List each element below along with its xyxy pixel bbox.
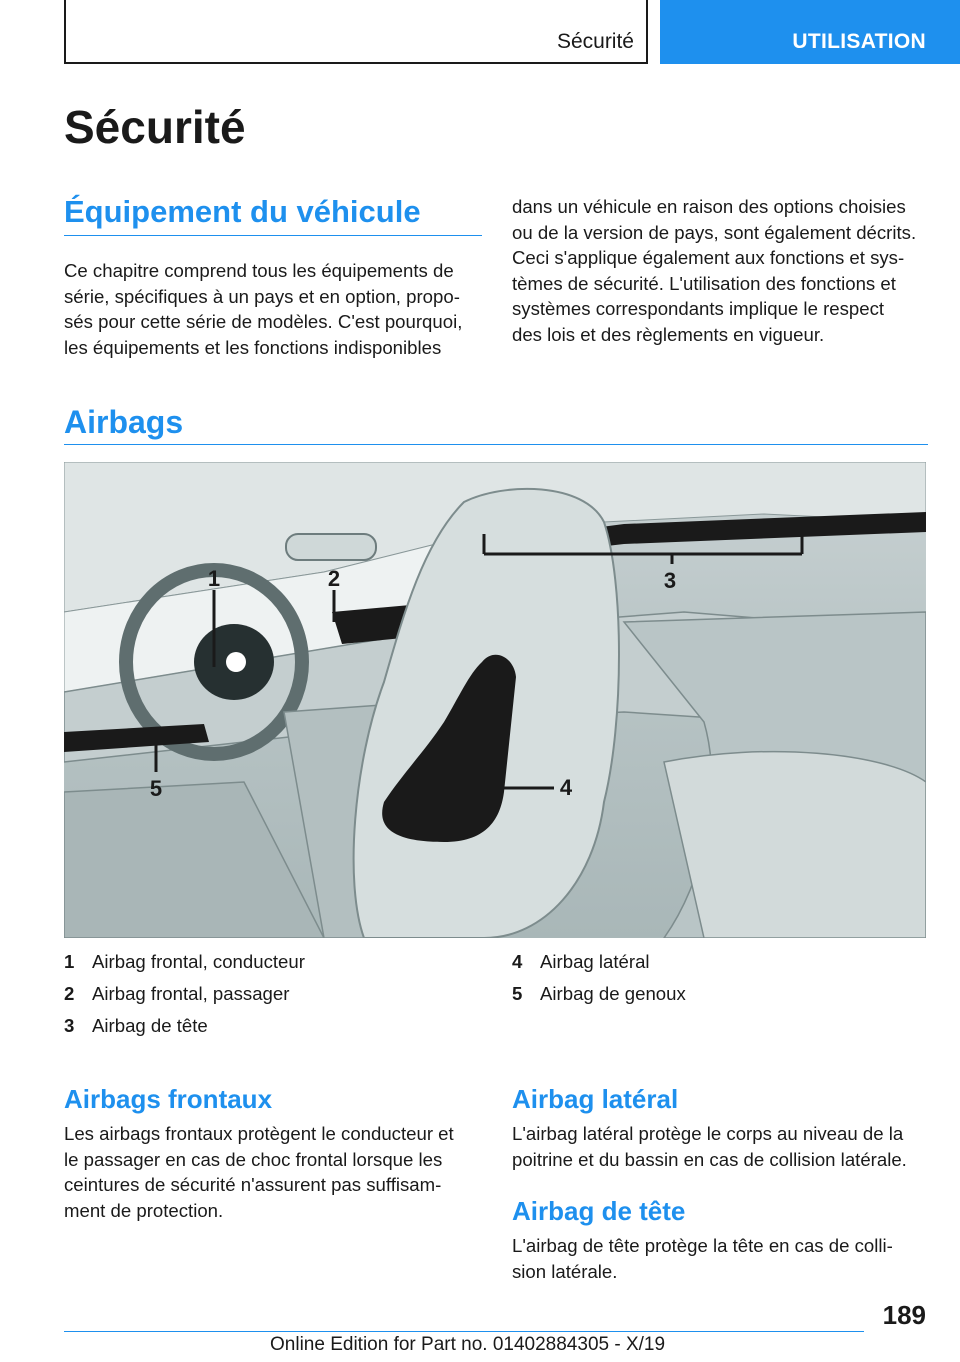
airbags-legend-right xyxy=(512,946,932,1010)
vehicle-equipment-left-column xyxy=(64,258,484,360)
legend-number: 1 xyxy=(64,951,75,972)
legend-label: Airbag frontal, conducteur xyxy=(92,951,305,972)
legend-number: 2 xyxy=(64,983,75,1004)
text-line: sés pour cette série de modèles. C'est pourquoi, xyxy=(64,311,463,332)
airbags-illustration-drawing xyxy=(64,462,926,938)
legend-item xyxy=(64,978,484,1010)
callout-3: 3 xyxy=(663,568,677,593)
text-line: ment de protection. xyxy=(64,1199,224,1221)
callout-5: 5 xyxy=(149,776,163,801)
head-airbag-text xyxy=(512,1233,932,1284)
legend-number: 4 xyxy=(512,951,523,972)
footer-edition-text: Online Edition for Part no. 01402884305 - X/19 xyxy=(270,1334,666,1355)
legend-number: 5 xyxy=(512,983,523,1004)
legend-label: Airbag de genoux xyxy=(540,983,686,1004)
side-airbag-text xyxy=(512,1121,932,1172)
callout-1: 1 xyxy=(207,566,221,591)
text-line: L'airbag latéral protège le corps au niveau de la xyxy=(512,1123,904,1144)
section-tab-label: Sécurité xyxy=(556,30,634,53)
page-title: Sécurité xyxy=(64,101,246,153)
airbags-rule xyxy=(64,444,928,445)
front-airbags-heading: Airbags frontaux xyxy=(64,1084,273,1114)
front-airbags-text xyxy=(64,1121,484,1223)
text-line: des lois et des règlements en vigueur. xyxy=(512,323,825,345)
text-line: L'airbag de tête protège la tête en cas de colli- xyxy=(512,1235,893,1256)
legend-item xyxy=(64,946,484,978)
text-line: Ce chapitre comprend tous les équipements de xyxy=(64,260,454,281)
text-line: le passager en cas de choc frontal lorsque les xyxy=(64,1148,443,1170)
text-line: dans un véhicule en raison des options choisies xyxy=(512,196,906,217)
chapter-tab xyxy=(660,0,960,64)
legend-label: Airbag frontal, passager xyxy=(92,983,290,1004)
legend-item xyxy=(512,978,932,1010)
airbags-illustration xyxy=(64,462,926,938)
legend-item xyxy=(512,946,932,978)
legend-label: Airbag de tête xyxy=(92,1015,208,1036)
section-tab xyxy=(64,0,648,64)
footer-rule xyxy=(64,1331,864,1332)
page-number: 189 xyxy=(882,1300,926,1330)
text-line: sion latérale. xyxy=(512,1260,618,1282)
text-line: ou de la version de pays, sont également décrits. xyxy=(512,221,917,243)
vehicle-equipment-heading: Équipement du véhicule xyxy=(64,194,421,229)
text-line: poitrine et du bassin en cas de collision latérale. xyxy=(512,1148,907,1170)
text-line: série, spécifiques à un pays et en option, propo- xyxy=(64,285,460,307)
text-line: tèmes de sécurité. L'utilisation des fonctions et xyxy=(512,272,896,294)
legend-number: 3 xyxy=(64,1015,75,1036)
airbags-heading: Airbags xyxy=(64,404,184,440)
side-airbag-heading: Airbag latéral xyxy=(512,1084,679,1114)
chapter-tab-label: UTILISATION xyxy=(792,30,926,53)
legend-item xyxy=(64,1010,484,1042)
vehicle-equipment-right-column xyxy=(512,194,932,347)
text-line: systèmes correspondants implique le respect xyxy=(512,298,885,319)
head-airbag-heading: Airbag de tête xyxy=(512,1196,686,1226)
legend-label: Airbag latéral xyxy=(540,951,650,972)
callout-4: 4 xyxy=(559,775,573,800)
airbags-legend-left xyxy=(64,946,484,1042)
text-line: ceintures de sécurité n'assurent pas suffisam- xyxy=(64,1174,442,1195)
text-line: Ceci s'applique également aux fonctions et sys- xyxy=(512,247,905,268)
text-line: les équipements et les fonctions indisponibles xyxy=(64,336,442,358)
vehicle-equipment-rule xyxy=(64,235,482,236)
callout-2: 2 xyxy=(327,566,341,591)
text-line: Les airbags frontaux protègent le conducteur et xyxy=(64,1123,454,1144)
